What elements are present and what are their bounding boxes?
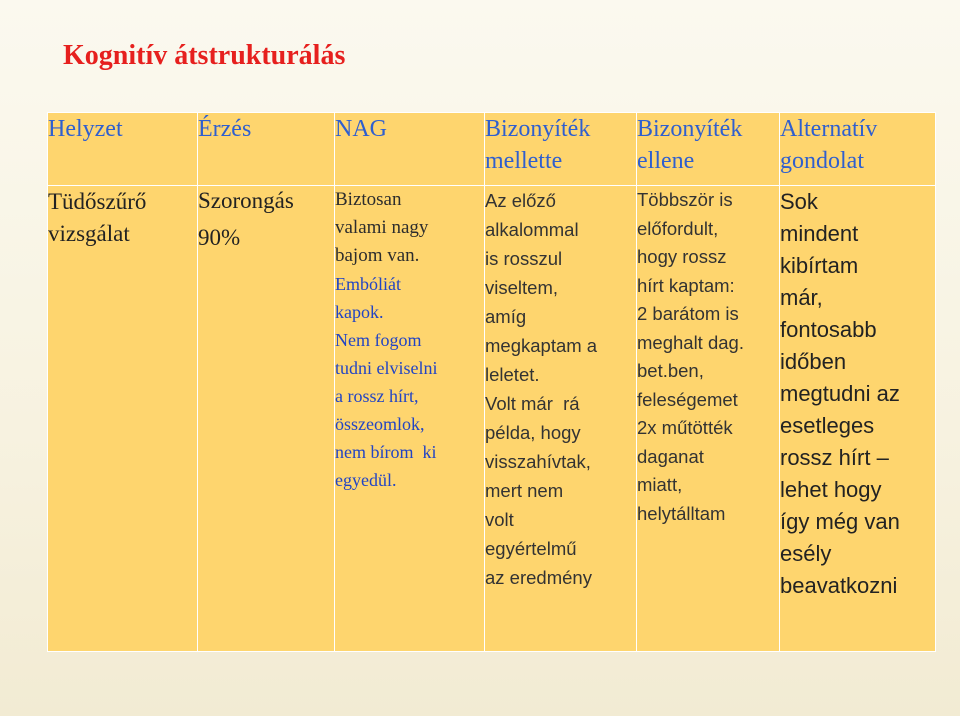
page-title: Kognitív átstrukturálás — [63, 40, 346, 71]
cell-nag: Biztosan valami nagy bajom van. Embóliát kapok. Nem fogom tudni elviselni a rossz hírt, összeomlok, nem bírom ki egyedül. — [335, 186, 485, 652]
header-helyzet: Helyzet — [48, 113, 198, 186]
table-row — [48, 186, 936, 652]
cell-alternativ-gondolat: Sok mindent kibírtam már, fontosabb időben megtudni az esetleges rossz hírt – lehet hogy így még van esély beavatkozni — [780, 186, 936, 652]
header-erzes: Érzés — [198, 113, 335, 186]
cell-erzes: Szorongás 90% — [198, 186, 335, 652]
cell-bizonyitek-mellette: Az előző alkalommal is rosszul viseltem, amíg megkaptam a leletet. Volt már rá példa, hogy visszahívtak, mert nem volt egyértelmű az eredmény — [485, 186, 637, 652]
header-bizonyitek-mellette: Bizonyíték mellette — [485, 113, 637, 186]
header-row — [48, 113, 936, 186]
header-bizonyitek-ellene: Bizonyíték ellene — [637, 113, 780, 186]
cell-bizonyitek-ellene: Többször is előfordult, hogy rossz hírt kaptam: 2 barátom is meghalt dag. bet.ben, feleségemet 2x műtötték daganat miatt, helytálltam — [637, 186, 780, 652]
header-alternativ-gondolat: Alternatív gondolat — [780, 113, 936, 186]
cognitive-restructuring-table — [47, 112, 936, 652]
header-nag: NAG — [335, 113, 485, 186]
cell-helyzet: Tüdőszűrő vizsgálat — [48, 186, 198, 652]
